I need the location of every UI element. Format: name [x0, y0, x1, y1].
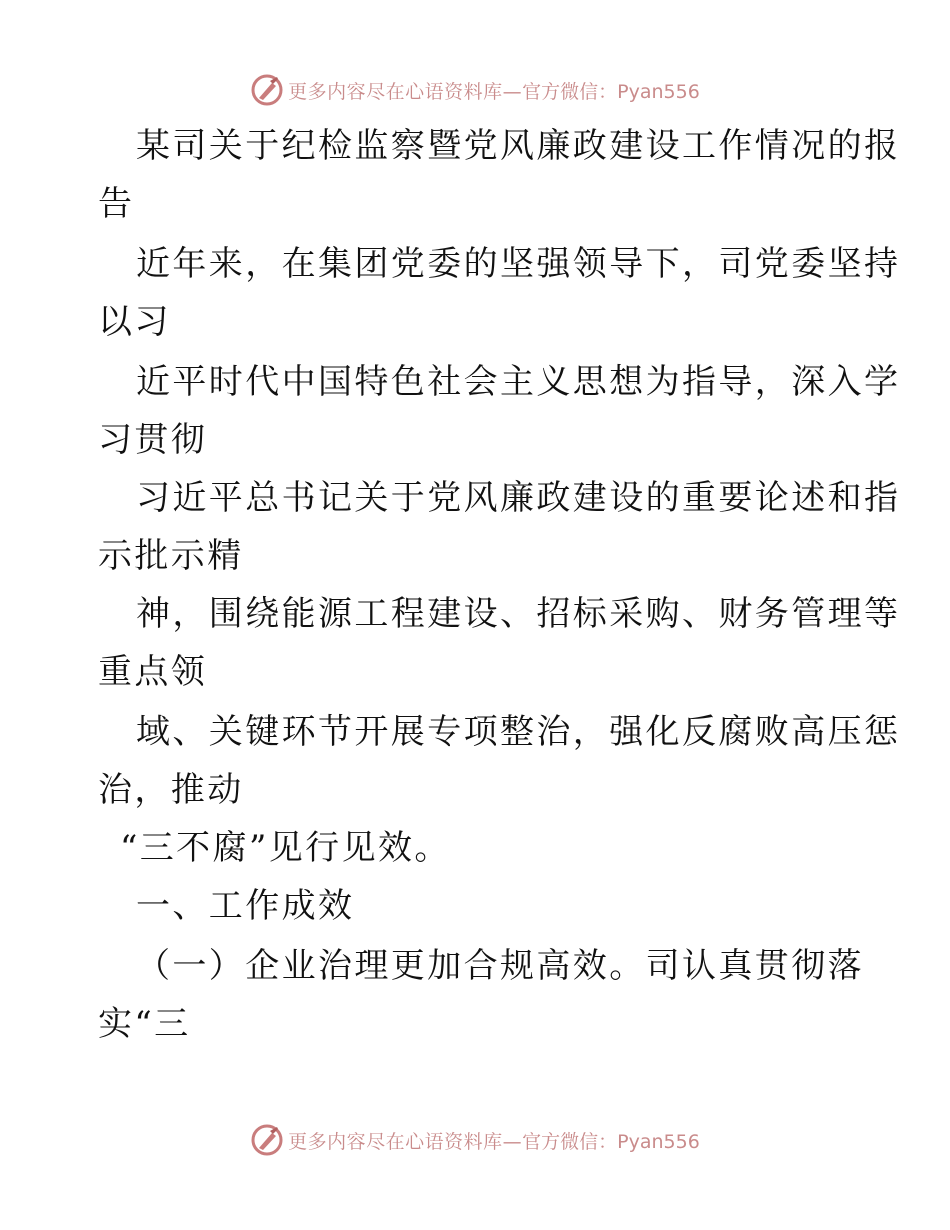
paragraph-line: 近平时代中国特色社会主义思想为指导，深入学 [136, 362, 901, 402]
paragraph-line: 习贯彻 [98, 420, 208, 460]
header-watermark [0, 70, 950, 110]
paragraph-line: 域、关键环节开展专项整治，强化反腐败高压惩 [136, 712, 901, 752]
pen-logo-icon [250, 1123, 284, 1157]
pen-logo-icon [250, 73, 284, 107]
doc-title-line-2: 告 [98, 184, 135, 224]
paragraph-line: 示批示精 [98, 536, 244, 576]
paragraph-line: 治，推动 [98, 770, 244, 810]
paragraph-line: 实“三 [98, 1004, 191, 1044]
paragraph-line: 近年来，在集团党委的坚强领导下，司党委坚持 [136, 244, 901, 284]
subsection-heading-line: （一）企业治理更加合规高效。司认真贯彻落 [136, 946, 864, 986]
paragraph-line: “三不腐”见行见效。 [120, 828, 451, 868]
doc-title-line-1: 某司关于纪检监察暨党风廉政建设工作情况的报 [136, 126, 901, 166]
paragraph-line: 以习 [98, 302, 171, 342]
paragraph-line: 重点领 [98, 652, 208, 692]
paragraph-line: 习近平总书记关于党风廉政建设的重要论述和指 [136, 478, 901, 518]
banner-wechat-text: 官方微信：Pyan556 [522, 80, 700, 103]
banner-site-text: 更多内容尽在心语资料库— [288, 1130, 523, 1153]
footer-watermark [0, 1120, 950, 1160]
paragraph-line: 神，围绕能源工程建设、招标采购、财务管理等 [136, 594, 901, 634]
section-heading: 一、工作成效 [136, 886, 355, 926]
banner-site-text: 更多内容尽在心语资料库— [288, 80, 523, 103]
banner-wechat-text: 官方微信：Pyan556 [522, 1130, 700, 1153]
